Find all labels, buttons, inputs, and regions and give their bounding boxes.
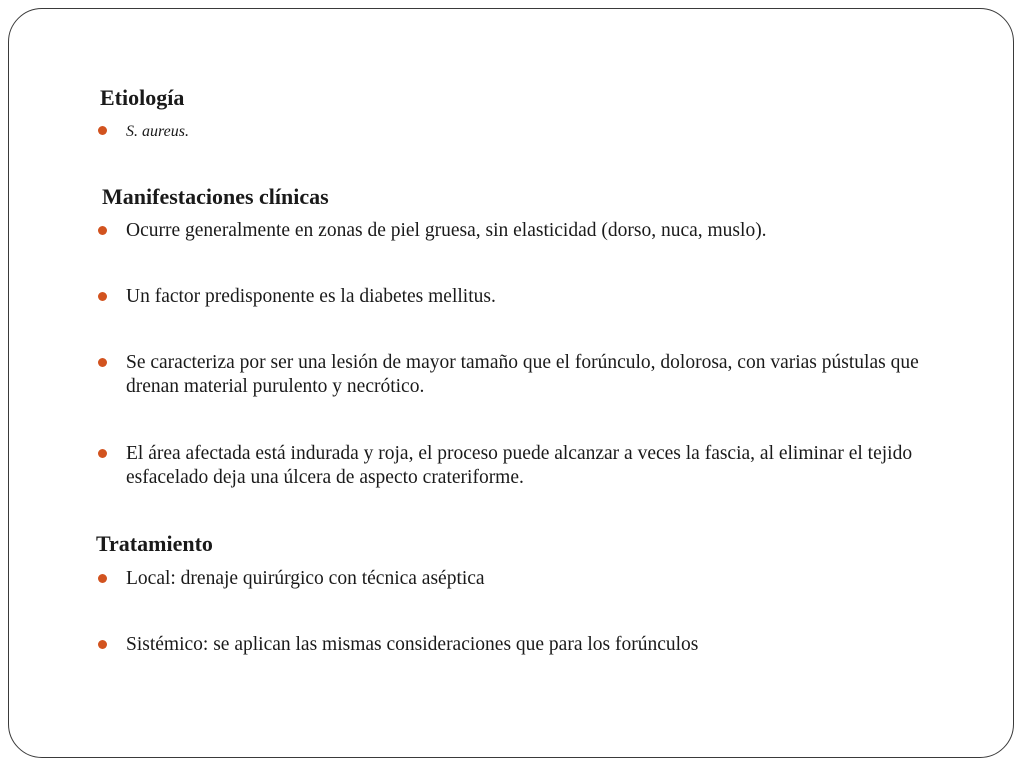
section-title-manifestaciones: Manifestaciones clínicas — [102, 184, 329, 209]
section-title-tratamiento: Tratamiento — [96, 531, 213, 556]
bullet-icon — [98, 226, 107, 235]
bullet-icon — [98, 574, 107, 583]
list-item: Se caracteriza por ser una lesión de mayor tamaño que el forúnculo, dolorosa, con varias pústulas que drenan material purulento y necrótico. — [126, 352, 919, 397]
bullet-icon — [98, 640, 107, 649]
section-title-etiologia: Etiología — [100, 85, 185, 110]
list-item: Sistémico: se aplican las mismas consideraciones que para los forúnculos — [126, 634, 699, 655]
list-item: Ocurre generalmente en zonas de piel gruesa, sin elasticidad (dorso, nuca, muslo). — [126, 220, 767, 241]
list-item: S. aureus. — [126, 123, 189, 140]
list-item: Local: drenaje quirúrgico con técnica aséptica — [126, 568, 485, 589]
bullet-icon — [98, 358, 107, 367]
bullet-icon — [98, 292, 107, 301]
list-item: El área afectada está indurada y roja, el proceso puede alcanzar a veces la fascia, al eliminar el tejido esfacelado deja una úlcera de aspecto crateriforme. — [126, 443, 913, 488]
bullet-icon — [98, 449, 107, 458]
list-item: Un factor predisponente es la diabetes mellitus. — [126, 286, 496, 307]
bullet-icon — [98, 126, 107, 135]
